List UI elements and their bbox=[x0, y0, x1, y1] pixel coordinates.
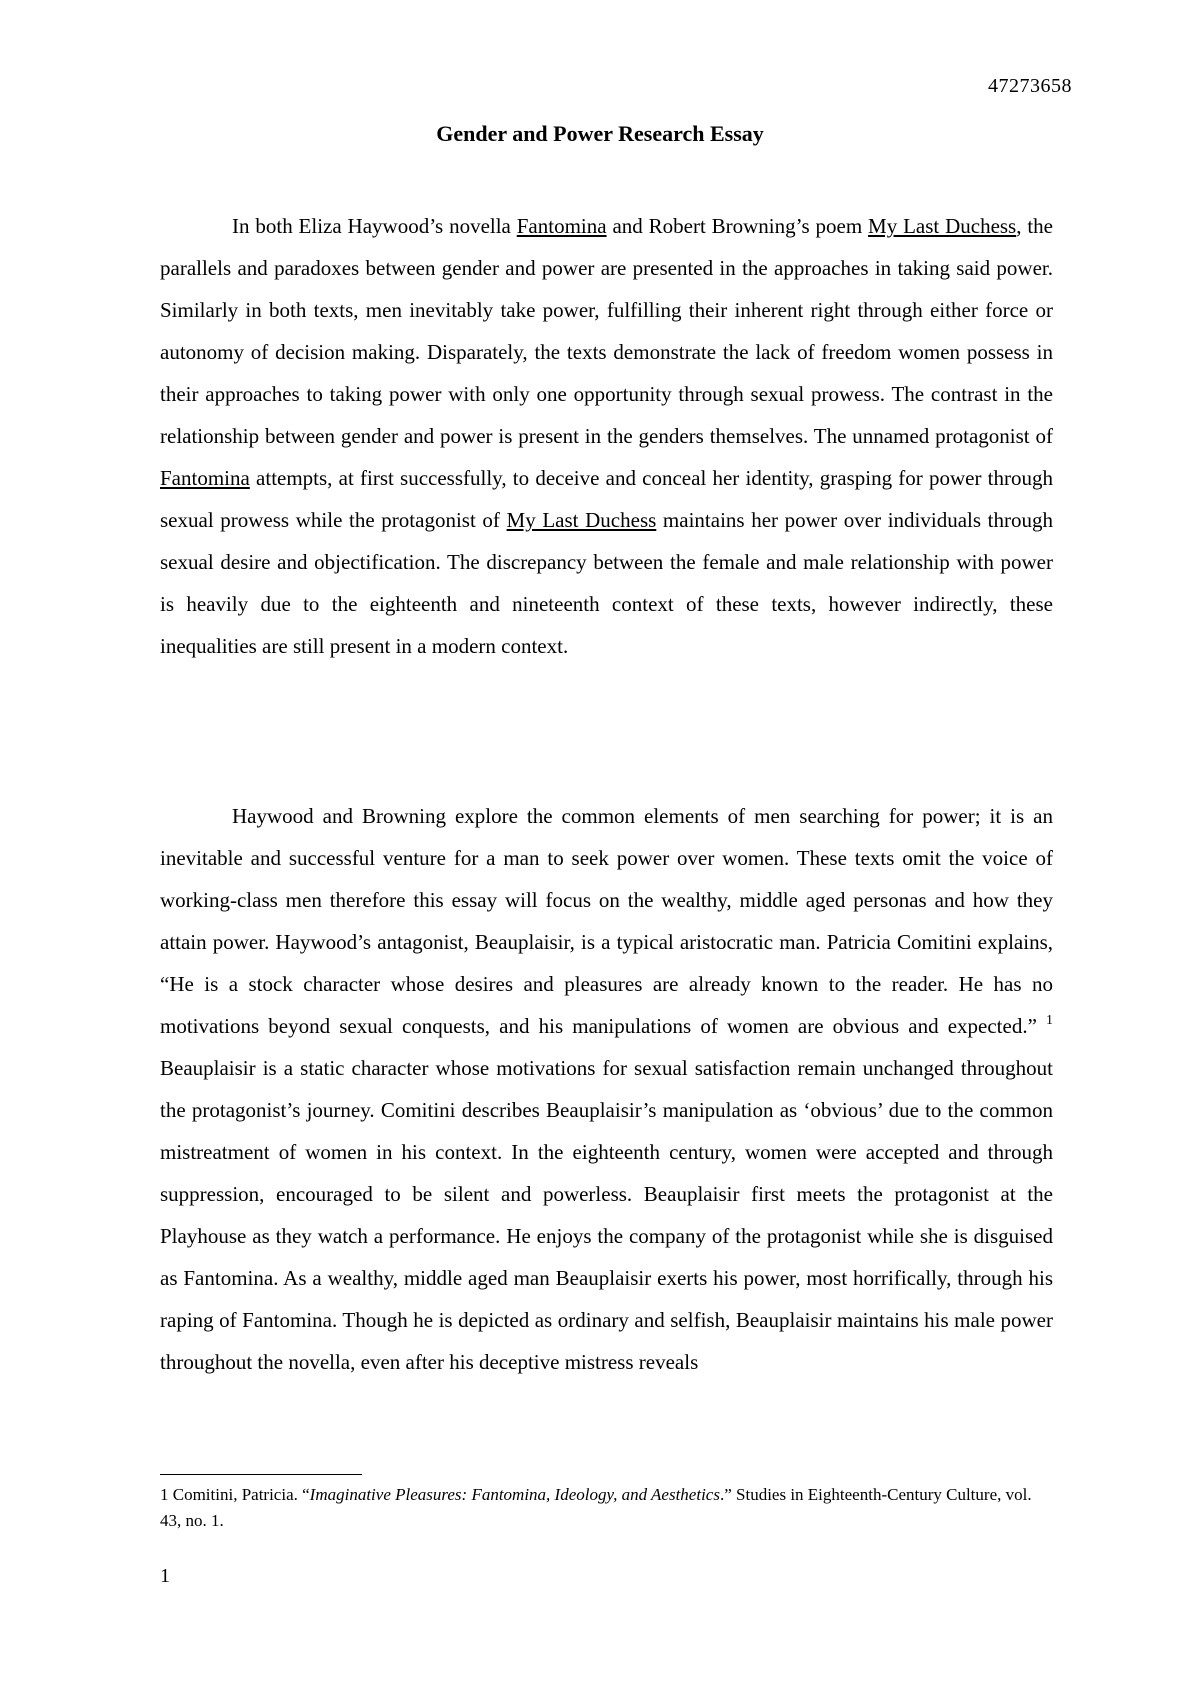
text-run: , the parallels and paradoxes between gender and power are presented in the approaches in taking said power. Similarly in both texts, men inevitably take power, fulfilling their inherent right through either force or autonomy of decision making. Disparately, the texts demonstrate the lack of freedom women possess in their approaches to taking power with only one opportunity through sexual prowess. The contrast in the relationship between gender and power is present in the genders themselves. The unnamed protagonist of bbox=[160, 214, 1054, 448]
footnote-source: .” Studies in Eighteenth-Century Culture, vol. 43, no. 1. bbox=[160, 1485, 1032, 1530]
text-run: In both Eliza Haywood’s novella bbox=[232, 214, 517, 238]
text-run: Beauplaisir is a static character whose motivations for sexual satisfaction remain unchanged throughout the protagonist’s journey. Comitini describes Beauplaisir’s manipulation as ‘obvious’ due to the common mistreatment of women in his context. In the eighteenth century, women were accepted and through suppression, encouraged to be silent and powerless. Beauplaisir first meets the protagonist at the Playhouse as they watch a performance. He enjoys the company of the protagonist while she is disguised as Fantomina. As a wealthy, middle aged man Beauplaisir exerts his power, most horrifically, through his raping of Fantomina. Though he is depicted as ordinary and selfish, Beauplaisir maintains his male power throughout the novella, even after his deceptive mistress reveals bbox=[160, 1056, 1053, 1374]
paragraph-intro-text bbox=[160, 205, 1053, 667]
text-run: Haywood and Browning explore the common elements of men searching for power; it is an inevitable and successful venture for a man to seek power over women. These texts omit the voice of working-class men therefore this essay will focus on the wealthy, middle aged personas and how they attain power. Haywood’s antagonist, Beauplaisir, is a typical aristocratic man. Patricia Comitini explains, “He is a stock character whose desires and pleasures are already known to the reader. He has no motivations beyond sexual conquests, and his manipulations of women are obvious and expected.” bbox=[160, 804, 1053, 1038]
footnote-author: Comitini, Patricia. “ bbox=[168, 1485, 310, 1504]
work-title-my-last-duchess: My Last Duchess bbox=[868, 214, 1017, 238]
essay-title: Gender and Power Research Essay bbox=[436, 121, 764, 146]
footnote-number: 1 bbox=[160, 1485, 169, 1504]
text-run: maintains her power over individuals through sexual desire and objectification. The discrepancy between the female and male relationship with power is heavily due to the eighteenth and nineteenth context of these texts, however indirectly, these inequalities are still present in a modern context. bbox=[160, 508, 1053, 658]
paragraph-body bbox=[160, 795, 1053, 1383]
footnote-reference: 1 bbox=[1046, 1013, 1053, 1028]
student-id: 47273658 bbox=[988, 75, 1072, 97]
footnote-separator bbox=[160, 1474, 362, 1475]
page-number: 1 bbox=[160, 1565, 170, 1587]
paragraph-intro bbox=[160, 205, 1053, 667]
text-run: attempts, at first successfully, to deceive and conceal her identity, grasping for power through sexual prowess while the protagonist of bbox=[160, 466, 1053, 532]
text-run: and Robert Browning’s poem bbox=[606, 214, 869, 238]
work-title-fantomina: Fantomina bbox=[160, 466, 250, 490]
paragraph-body-text bbox=[160, 795, 1053, 1383]
footnote bbox=[160, 1482, 1053, 1534]
footnote-title: Imaginative Pleasures: Fantomina, Ideology, and Aesthetics bbox=[309, 1485, 720, 1504]
work-title-my-last-duchess: My Last Duchess bbox=[506, 508, 657, 532]
work-title-fantomina: Fantomina bbox=[516, 214, 607, 238]
